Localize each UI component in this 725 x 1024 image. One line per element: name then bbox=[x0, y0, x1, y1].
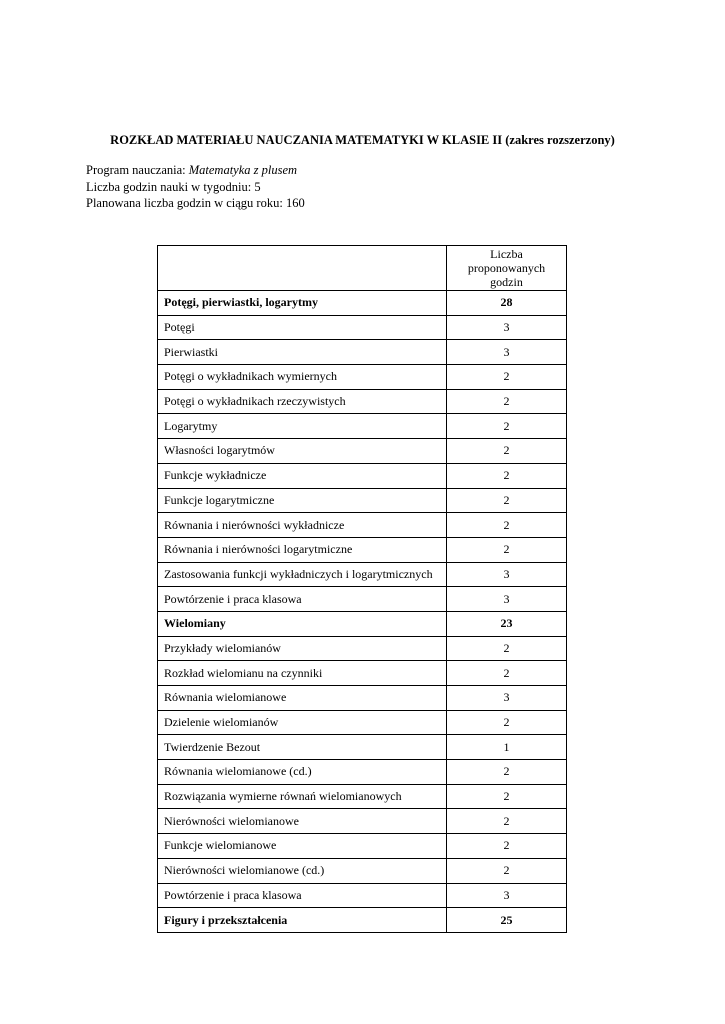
hours-cell: 2 bbox=[447, 513, 567, 538]
section-title-cell: Potęgi, pierwiastki, logarytmy bbox=[158, 291, 447, 316]
hours-cell: 2 bbox=[447, 858, 567, 883]
hours-cell: 2 bbox=[447, 760, 567, 785]
table-header-row bbox=[158, 246, 567, 291]
topic-cell: Funkcje logarytmiczne bbox=[158, 488, 447, 513]
topic-cell: Nierówności wielomianowe bbox=[158, 809, 447, 834]
topic-cell: Równania i nierówności wykładnicze bbox=[158, 513, 447, 538]
hours-cell: 3 bbox=[447, 315, 567, 340]
section-hours-cell: 28 bbox=[447, 291, 567, 316]
table-row bbox=[158, 883, 567, 908]
section-hours-cell: 23 bbox=[447, 611, 567, 636]
section-hours-cell: 25 bbox=[447, 908, 567, 933]
table-row bbox=[158, 537, 567, 562]
hours-cell: 2 bbox=[447, 488, 567, 513]
topic-cell: Rozkład wielomianu na czynniki bbox=[158, 661, 447, 686]
section-title-cell: Wielomiany bbox=[158, 611, 447, 636]
topic-cell: Dzielenie wielomianów bbox=[158, 710, 447, 735]
hours-cell: 2 bbox=[447, 365, 567, 390]
hours-cell: 2 bbox=[447, 834, 567, 859]
table-row bbox=[158, 809, 567, 834]
hours-cell: 2 bbox=[447, 537, 567, 562]
program-line bbox=[86, 162, 305, 179]
topic-cell: Równania i nierówności logarytmiczne bbox=[158, 537, 447, 562]
table-row bbox=[158, 439, 567, 464]
topic-cell: Nierówności wielomianowe (cd.) bbox=[158, 858, 447, 883]
hours-cell: 2 bbox=[447, 439, 567, 464]
topic-cell: Funkcje wielomianowe bbox=[158, 834, 447, 859]
topic-cell: Równania wielomianowe (cd.) bbox=[158, 760, 447, 785]
header-hours-cell: Liczba proponowanych godzin bbox=[447, 246, 567, 291]
topic-cell: Przykłady wielomianów bbox=[158, 636, 447, 661]
table-row bbox=[158, 365, 567, 390]
topic-cell: Powtórzenie i praca klasowa bbox=[158, 587, 447, 612]
table-row bbox=[158, 389, 567, 414]
table-row bbox=[158, 463, 567, 488]
hours-cell: 2 bbox=[447, 463, 567, 488]
hours-cell: 1 bbox=[447, 735, 567, 760]
table-row bbox=[158, 858, 567, 883]
topic-cell: Logarytmy bbox=[158, 414, 447, 439]
program-info bbox=[86, 162, 305, 212]
section-row bbox=[158, 611, 567, 636]
section-row bbox=[158, 908, 567, 933]
topic-cell: Własności logarytmów bbox=[158, 439, 447, 464]
program-label: Program nauczania: bbox=[86, 163, 189, 177]
table-row bbox=[158, 562, 567, 587]
table-row bbox=[158, 315, 567, 340]
table-row bbox=[158, 636, 567, 661]
weekly-hours: Liczba godzin nauki w tygodniu: 5 bbox=[86, 179, 261, 194]
table-row bbox=[158, 488, 567, 513]
hours-cell: 2 bbox=[447, 389, 567, 414]
header-topic-cell bbox=[158, 246, 447, 291]
table-row bbox=[158, 513, 567, 538]
hours-cell: 2 bbox=[447, 414, 567, 439]
topic-cell: Twierdzenie Bezout bbox=[158, 735, 447, 760]
topic-cell: Rozwiązania wymierne równań wielomianowych bbox=[158, 784, 447, 809]
hours-cell: 3 bbox=[447, 562, 567, 587]
topic-cell: Powtórzenie i praca klasowa bbox=[158, 883, 447, 908]
yearly-hours: Planowana liczba godzin w ciągu roku: 160 bbox=[86, 196, 305, 210]
table-row bbox=[158, 661, 567, 686]
table-row bbox=[158, 710, 567, 735]
hours-cell: 2 bbox=[447, 784, 567, 809]
hours-cell: 2 bbox=[447, 636, 567, 661]
topic-cell: Funkcje wykładnicze bbox=[158, 463, 447, 488]
hours-cell: 3 bbox=[447, 883, 567, 908]
topic-cell: Zastosowania funkcji wykładniczych i logarytmicznych bbox=[158, 562, 447, 587]
table-row bbox=[158, 760, 567, 785]
topic-cell: Pierwiastki bbox=[158, 340, 447, 365]
section-row bbox=[158, 291, 567, 316]
hours-cell: 2 bbox=[447, 809, 567, 834]
hours-cell: 2 bbox=[447, 710, 567, 735]
program-name: Matematyka z plusem bbox=[188, 163, 298, 177]
topic-cell: Potęgi bbox=[158, 315, 447, 340]
table-row bbox=[158, 414, 567, 439]
hours-cell: 3 bbox=[447, 587, 567, 612]
table-row bbox=[158, 686, 567, 711]
topic-cell: Równania wielomianowe bbox=[158, 686, 447, 711]
hours-cell: 2 bbox=[447, 661, 567, 686]
table-row bbox=[158, 834, 567, 859]
table-row bbox=[158, 735, 567, 760]
hours-cell: 3 bbox=[447, 340, 567, 365]
hours-cell: 3 bbox=[447, 686, 567, 711]
curriculum-table bbox=[157, 245, 567, 933]
table-row bbox=[158, 784, 567, 809]
table-row bbox=[158, 340, 567, 365]
table-row bbox=[158, 587, 567, 612]
topic-cell: Potęgi o wykładnikach wymiernych bbox=[158, 365, 447, 390]
section-title-cell: Figury i przekształcenia bbox=[158, 908, 447, 933]
topic-cell: Potęgi o wykładnikach rzeczywistych bbox=[158, 389, 447, 414]
document-title: ROZKŁAD MATERIAŁU NAUCZANIA MATEMATYKI W KLASIE II (zakres rozszerzony) bbox=[110, 133, 615, 147]
